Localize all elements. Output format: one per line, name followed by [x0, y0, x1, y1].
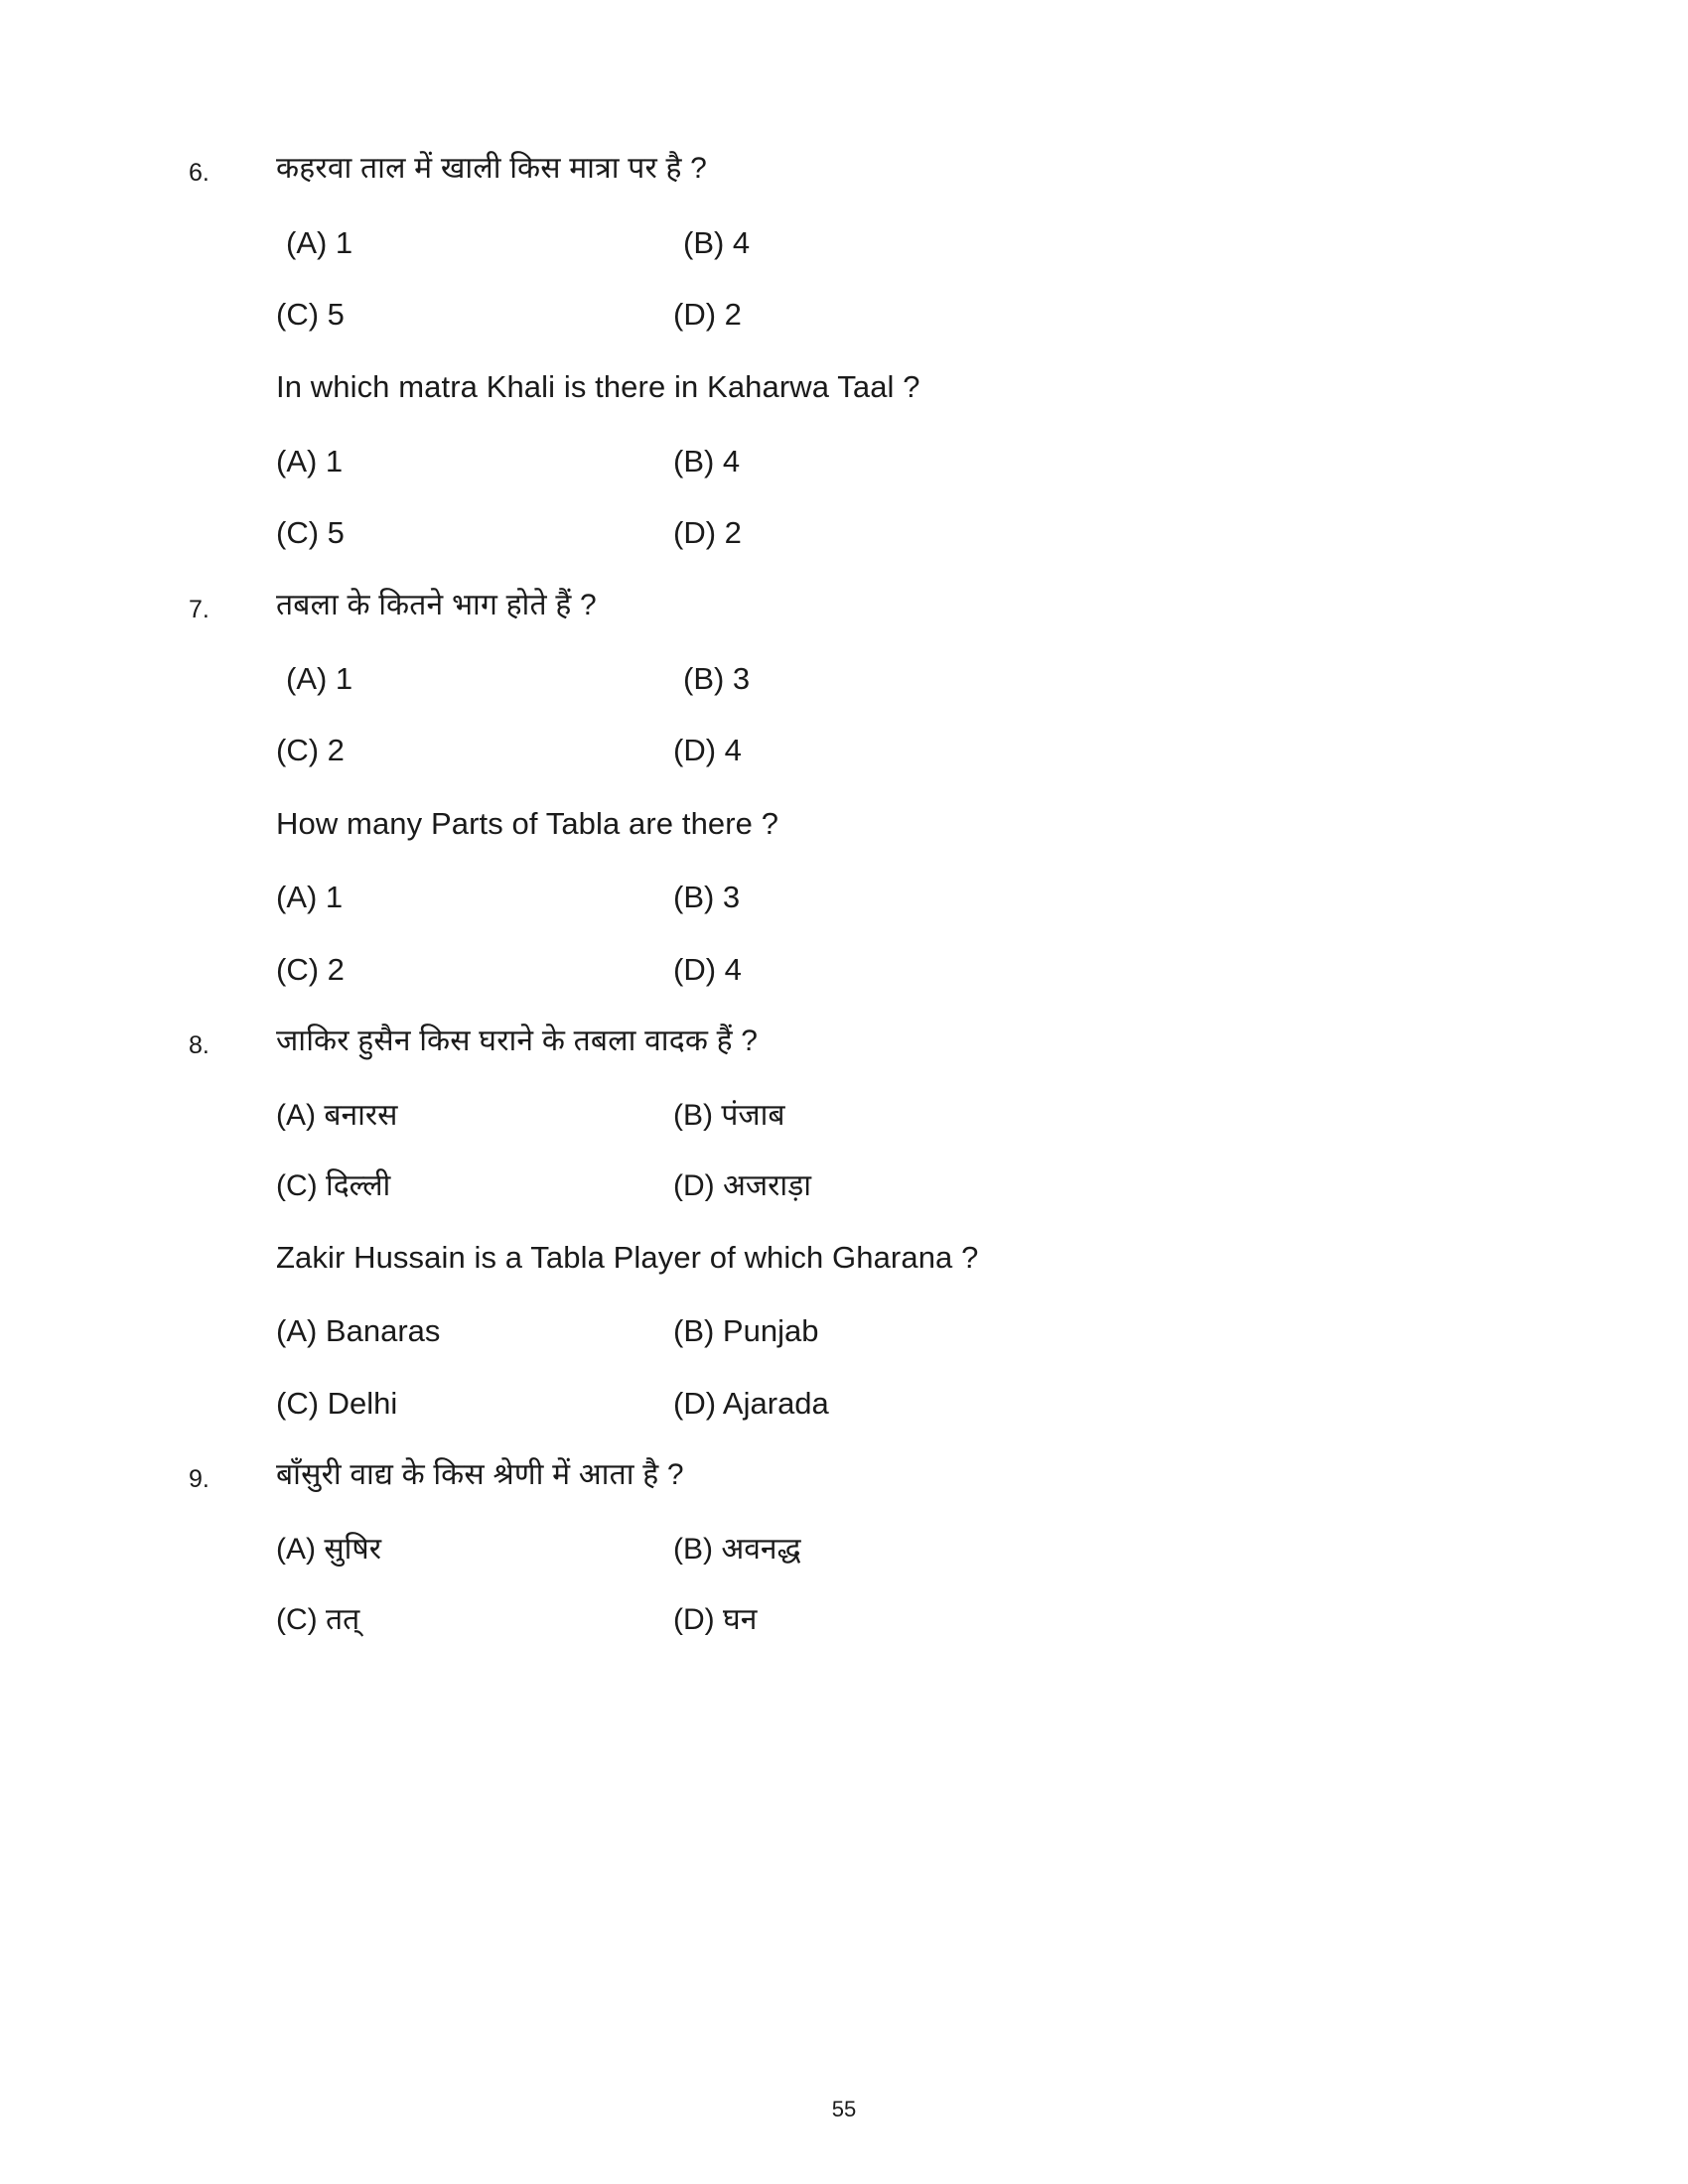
option-row: [276, 878, 1499, 917]
option-b[interactable]: (B) 4: [673, 443, 741, 478]
question-text-hindi: कहरवा ताल में खाली किस मात्रा पर है ?: [276, 152, 707, 185]
question-text-english: In which matra Khali is there in Kaharwa Taal ?: [276, 369, 920, 405]
option-row: [276, 1166, 1499, 1205]
options-hindi: [189, 1530, 1499, 1639]
options-english: [189, 1311, 1499, 1424]
question-block: [189, 586, 1499, 991]
question-text-hindi: जाकिर हुसैन किस घराने के तबला वादक हैं ?: [276, 1024, 759, 1058]
option-row: [276, 1311, 1499, 1351]
question-number: 6.: [189, 159, 210, 187]
option-c[interactable]: (C) तत्: [276, 1602, 360, 1636]
option-b[interactable]: (B) पंजाब: [673, 1098, 785, 1132]
option-row: [276, 950, 1499, 990]
option-c[interactable]: (C) 2: [276, 733, 345, 768]
question-number: 8.: [189, 1031, 210, 1060]
option-a[interactable]: (A) 1: [276, 443, 344, 478]
option-d[interactable]: (D) Ajarada: [673, 1385, 829, 1421]
question-block: [189, 149, 1499, 554]
option-a[interactable]: (A) 1: [286, 224, 353, 260]
question-subblock-english: [189, 1237, 1499, 1279]
option-b[interactable]: (B) अवनद्ध: [673, 1532, 801, 1566]
question-text-english: How many Parts of Tabla are there ?: [276, 805, 779, 841]
option-b[interactable]: (B) Punjab: [673, 1313, 819, 1349]
option-row: [276, 442, 1499, 481]
option-c[interactable]: (C) 5: [276, 515, 345, 551]
question-heading: [189, 1455, 1499, 1496]
option-c[interactable]: (C) Delhi: [276, 1385, 398, 1421]
option-b[interactable]: (B) 3: [673, 880, 741, 915]
option-c[interactable]: (C) 2: [276, 951, 345, 987]
option-d[interactable]: (D) 2: [673, 296, 742, 332]
option-c[interactable]: (C) दिल्ली: [276, 1168, 391, 1202]
question-number: 9.: [189, 1465, 210, 1493]
question-subblock-english: [189, 803, 1499, 845]
option-a[interactable]: (A) 1: [276, 880, 344, 915]
question-subblock-english: [189, 366, 1499, 408]
option-row: [276, 1096, 1499, 1135]
option-row: [276, 295, 1499, 335]
question-heading: [189, 586, 1499, 626]
option-row: [276, 1600, 1499, 1639]
question-text-hindi: बाँसुरी वाद्य के किस श्रेणी में आता है ?: [276, 1458, 684, 1491]
option-d[interactable]: (D) 2: [673, 515, 742, 551]
option-a[interactable]: (A) 1: [286, 661, 353, 697]
option-a[interactable]: (A) Banaras: [276, 1313, 441, 1349]
options-english: [189, 442, 1499, 554]
question-text-hindi: तबला के कितने भाग होते हैं ?: [276, 588, 597, 621]
option-c[interactable]: (C) 5: [276, 296, 345, 332]
question-block: [189, 1455, 1499, 1639]
options-hindi: [189, 1096, 1499, 1205]
question-number: 7.: [189, 595, 210, 623]
option-row: [276, 659, 1499, 699]
option-row: [276, 223, 1499, 263]
option-a[interactable]: (A) सुषिर: [276, 1532, 381, 1566]
option-b[interactable]: (B) 3: [683, 661, 751, 697]
question-text-english: Zakir Hussain is a Tabla Player of which Gharana ?: [276, 1239, 979, 1275]
option-d[interactable]: (D) 4: [673, 733, 742, 768]
options-hindi: [189, 223, 1499, 336]
option-d[interactable]: (D) 4: [673, 951, 742, 987]
option-a[interactable]: (A) बनारस: [276, 1098, 398, 1132]
option-d[interactable]: (D) घन: [673, 1602, 758, 1636]
page-number: 55: [831, 2097, 857, 2121]
options-english: [189, 878, 1499, 990]
options-hindi: [189, 659, 1499, 771]
question-heading: [189, 149, 1499, 190]
option-row: [276, 1530, 1499, 1569]
option-d[interactable]: (D) अजराड़ा: [673, 1168, 812, 1202]
question-block: [189, 1022, 1499, 1424]
option-row: [276, 1384, 1499, 1424]
option-b[interactable]: (B) 4: [683, 224, 751, 260]
option-row: [276, 513, 1499, 553]
question-heading: [189, 1022, 1499, 1062]
option-row: [276, 731, 1499, 770]
